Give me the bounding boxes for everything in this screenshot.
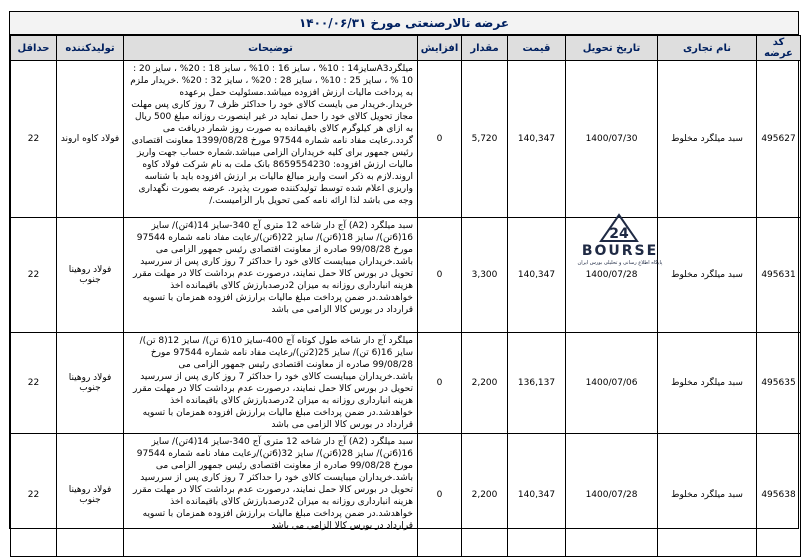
cell-name: سبد میلگرد مخلوط	[658, 434, 757, 557]
col-header-increase: افزایش	[418, 36, 462, 61]
table-row	[11, 333, 801, 434]
cell-price: 140,347	[508, 218, 566, 333]
cell-name: سبد میلگرد مخلوط	[658, 61, 757, 218]
table-row	[11, 434, 801, 557]
col-header-desc: توضیحات	[124, 36, 418, 61]
table-header-row	[11, 36, 801, 61]
cell-producer: فولاد روهینا جنوب	[57, 333, 124, 434]
cell-amount: 2,200	[462, 333, 508, 434]
offer-table-container	[9, 11, 799, 529]
cell-min: 22	[11, 218, 57, 333]
cell-min: 22	[11, 61, 57, 218]
cell-delivery: 1400/07/28	[566, 218, 658, 333]
cell-amount: 5,720	[462, 61, 508, 218]
page-title: عرضه تالارصنعتی مورخ ۱۴۰۰/۰۶/۳۱	[10, 12, 798, 35]
offer-table	[10, 35, 801, 557]
svg-text:24: 24	[609, 226, 629, 242]
cell-code: 495638	[757, 434, 801, 557]
cell-name: سبد میلگرد مخلوط	[658, 333, 757, 434]
cell-increase: 0	[418, 333, 462, 434]
cell-producer: فولاد روهینا جنوب	[57, 434, 124, 557]
cell-increase: 0	[418, 434, 462, 557]
cell-min: 22	[11, 333, 57, 434]
col-header-delivery: تاریخ تحویل	[566, 36, 658, 61]
cell-amount: 3,300	[462, 218, 508, 333]
cell-price: 140,347	[508, 61, 566, 218]
cell-code: 495627	[757, 61, 801, 218]
col-header-min: حداقل	[11, 36, 57, 61]
col-header-producer: تولیدکننده	[57, 36, 124, 61]
col-header-name: نام تجاری	[658, 36, 757, 61]
bourse-logo	[545, 213, 695, 269]
cell-increase: 0	[418, 61, 462, 218]
cell-min: 22	[11, 434, 57, 557]
cell-producer: فولاد روهینا جنوب	[57, 218, 124, 333]
logo-wordmark: BOURSE	[581, 243, 659, 259]
cell-desc: سبد میلگرد (A2) آج دار شاخه 12 متری آج 340-سایز 14(4تن)/ سایز 16(6تن)/ سایز 18(6تن)/ سایز 22(6تن)/رعایت مفاد نامه شماره 97544 مورخ 99/08/28 صادره از معاونت اقتصادی رئیس جمهور الزامی می باشد.خریداران میبایست کالای خود را حداکثر 7 روز کاری پس از سررسید تحویل در بورس کالا حمل نمایند، درصورت عدم برداشت کالا در مهلت مقرر هزینه انبارداری روزانه به میزان 2درصدبارزش کالای باقیمانده اخذ خواهدشد.در ضمن پرداخت مبلغ مالیات برارزش افزوده همزمان با تسویه قرارداد در بورس کالا الزامی می باشد	[124, 218, 418, 333]
cell-producer: فولاد کاوه اروند	[57, 61, 124, 218]
cell-delivery: 1400/07/06	[566, 333, 658, 434]
cell-code: 495635	[757, 333, 801, 434]
table-row	[11, 61, 801, 218]
cell-name: سبد میلگرد مخلوط	[658, 218, 757, 333]
cell-price: 140,347	[508, 434, 566, 557]
cell-price: 136,137	[508, 333, 566, 434]
cell-desc: سبد میلگرد (A2) آج دار شاخه 12 متری آج 340-سایز 14(4تن)/ سایز 16(6تن)/ سایز 28(6تن)/ سایز 32(6تن)/رعایت مفاد نامه شماره 97544 مورخ 99/08/28 صادره از معاونت اقتصادی رئیس جمهور الزامی می باشد.خریداران میبایست کالای خود را حداکثر 7 روز کاری پس از سررسید تحویل در بورس کالا حمل نمایند، درصورت عدم برداشت کالا در مهلت مقرر هزینه انبارداری روزانه به میزان 2درصدبارزش کالای باقیمانده اخذ خواهدشد.در ضمن پرداخت مبلغ مالیات برارزش افزوده همزمان با تسویه قرارداد در بورس کالا الزامی می باشد	[124, 434, 418, 557]
cell-desc: میلگردA3سایز14 : 10% ، سایز 16 : 10% ، سایز 18 : 20% ، سایز 20 : 10 % ، سایز 25 : 10% ، سایز 28 : 20% ، سایز 32 : 20% .خریدار ملزم به پرداخت مالیات ارزش افزوده میباشد.مسئولیت حمل برعهده خریدار.خریدار می بایست کالای خود را حداکثر ظرف 7 روز کاری پس مهلت مجاز تحویل کالای خود را حمل نماید در غیر اینصورت روزانه مبلغ 500 ریال به ازای هر کیلوگرم کالای باقیمانده به صورت روز شمار دریافت می گردد.رعایت مفاد نامه شماره 97544 مورخ 1399/08/28 معاونت اقتصادی رئیس جمهور برای کلیه خریداران الزامی میباشد.شماره حساب جهت واریز مالیات ارزش افزوده: 8659554230 بانک ملت به نام شرکت فولاد کاوه اروند.لازم به ذکر است واریز مبالغ مالیات بر ارزش افزوده باید با شناسه واریزی اعلام شده توسط تولیدکننده صورت پذیرد. عرضه بصورت نگهداری وجه می باشد لذا ارائه نامه کمی تحویل بار الزامیست./	[124, 61, 418, 218]
col-header-price: قیمت	[508, 36, 566, 61]
cell-delivery: 1400/07/30	[566, 61, 658, 218]
logo-subtitle: پایگاه اطلاع رسانی و تحلیلی بورس ایران	[577, 260, 663, 266]
cell-code: 495631	[757, 218, 801, 333]
cell-increase: 0	[418, 218, 462, 333]
bourse-logo-icon	[597, 213, 641, 245]
cell-desc: میلگرد آج دار شاخه طول کوتاه آج 400-سایز 10(6 تن)/ سایز 12(8 تن)/ سایز 16(6 تن)/ سایز 25(2تن)/رعایت مفاد نامه شماره 97544 مورخ 99/08/28 صادره از معاونت اقتصادی رئیس جمهور الزامی می باشد.خریداران میبایست کالای خود را حداکثر 7 روز کاری پس از سررسید تحویل در بورس کالا حمل نمایند، درصورت عدم برداشت کالا در مهلت مقرر هزینه انبارداری روزانه به میزان 2درصدبارزش کالای باقیمانده اخذ خواهدشد.در ضمن پرداخت مبلغ مالیات برارزش افزوده همزمان با تسویه قرارداد در بورس کالا الزامی می باشد	[124, 333, 418, 434]
cell-amount: 2,200	[462, 434, 508, 557]
col-header-code: کد عرضه	[757, 36, 801, 61]
col-header-amount: مقدار	[462, 36, 508, 61]
cell-delivery: 1400/07/28	[566, 434, 658, 557]
